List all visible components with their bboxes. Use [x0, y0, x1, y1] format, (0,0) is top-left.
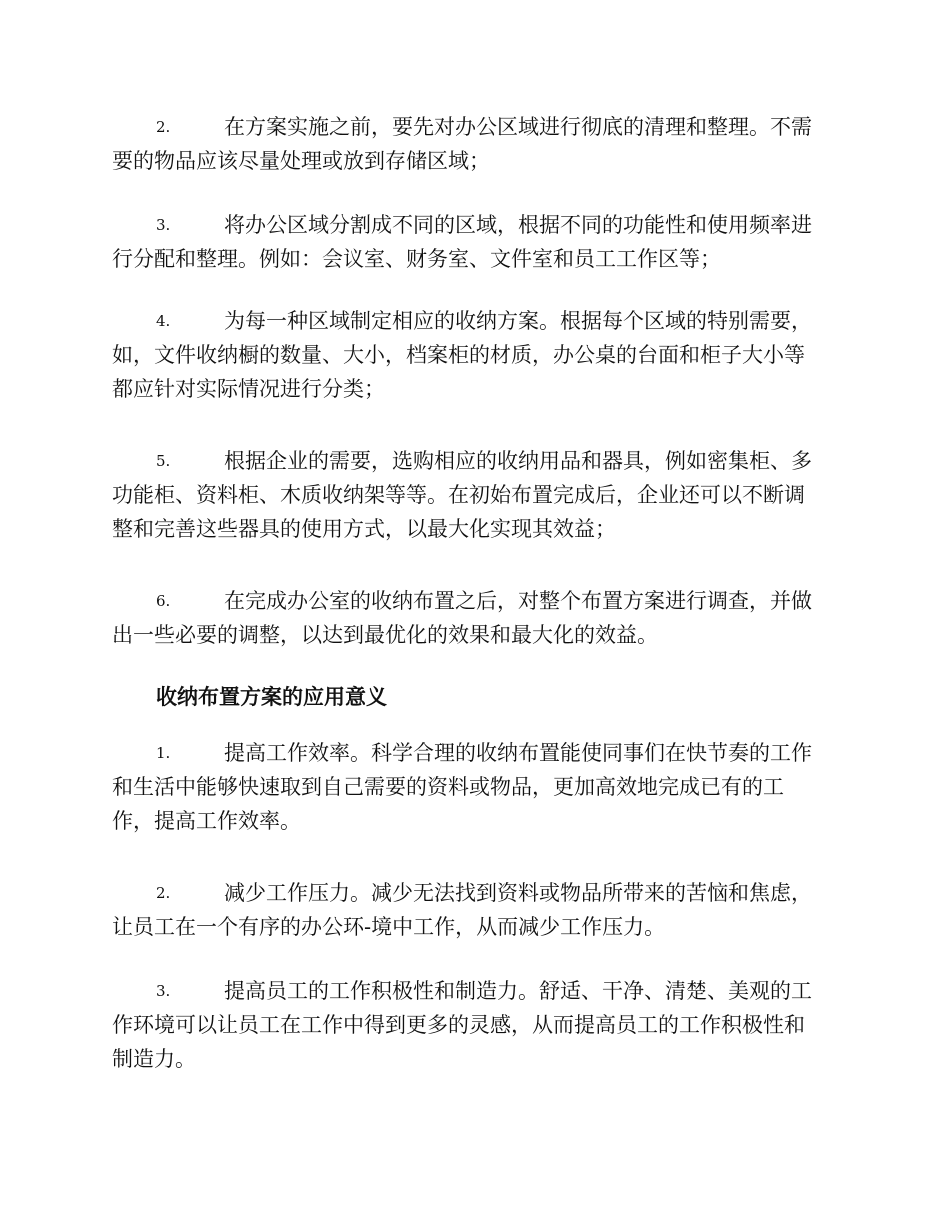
list-item-text: 在完成办公室的收纳布置之后，对整个布置方案进行调查，并做 — [224, 589, 812, 613]
list-item-line — [112, 876, 832, 910]
list-item-line — [112, 444, 832, 478]
list-item-line — [112, 1042, 832, 1076]
list-item-number: 3. — [156, 216, 171, 234]
section-heading: 收纳布置方案的应用意义 — [156, 684, 387, 709]
list-item-text: 制造力。 — [112, 1047, 196, 1071]
list-item-line — [112, 974, 832, 1008]
list-item — [112, 974, 832, 1076]
list-item-text: 出一些必要的调整，以达到最优化的效果和最大化的效益。 — [112, 623, 658, 647]
list-item-text: 将办公区域分割成不同的区域，根据不同的功能性和使用频率进 — [224, 213, 812, 237]
list-item-line — [112, 1008, 832, 1042]
list-item-text: 行分配和整理。例如：会议室、财务室、文件室和员工工作区等； — [112, 247, 721, 271]
list-item — [112, 736, 832, 838]
list-item-text: 作环境可以让员工在工作中得到更多的灵感，从而提高员工的工作积极性和 — [112, 1013, 805, 1037]
list-item-number: 5. — [156, 452, 171, 470]
list-item-number: 2. — [156, 118, 171, 136]
list-item-line — [112, 242, 832, 276]
list-item-line — [112, 478, 832, 512]
list-item — [112, 208, 832, 276]
list-item-number: 2. — [156, 884, 171, 902]
list-item-text: 根据企业的需要，选购相应的收纳用品和器具，例如密集柜、多 — [224, 449, 812, 473]
list-item-line — [112, 618, 832, 652]
list-item-text: 减少工作压力。减少无法找到资料或物品所带来的苦恼和焦虑， — [224, 881, 812, 905]
list-item-text: 都应针对实际情况进行分类； — [112, 377, 385, 401]
list-item-line — [112, 910, 832, 944]
list-item-line — [112, 110, 832, 144]
list-item-number: 4. — [156, 312, 171, 330]
list-item-line — [112, 512, 832, 546]
list-item — [112, 584, 832, 652]
list-item-text: 和生活中能够快速取到自己需要的资料或物品，更加高效地完成已有的工 — [112, 775, 784, 799]
list-item-text: 功能柜、资料柜、木质收纳架等等。在初始布置完成后，企业还可以不断调 — [112, 483, 805, 507]
list-item — [112, 444, 832, 546]
list-item-line — [112, 304, 832, 338]
list-item-line — [112, 372, 832, 406]
list-item-line — [112, 144, 832, 178]
list-item — [112, 876, 832, 944]
list-item-text: 提高员工的工作积极性和制造力。舒适、干净、清楚、美观的工 — [224, 979, 812, 1003]
list-item-number: 3. — [156, 982, 171, 1000]
list-item — [112, 304, 832, 406]
list-item-text: 提高工作效率。科学合理的收纳布置能使同事们在快节奏的工作 — [224, 741, 812, 765]
list-item-text: 整和完善这些器具的使用方式，以最大化实现其效益； — [112, 517, 616, 541]
list-item-line — [112, 736, 832, 770]
list-item-text: 作，提高工作效率。 — [112, 809, 301, 833]
list-item-text: 要的物品应该尽量处理或放到存储区域； — [112, 149, 490, 173]
list-item-text: 如，文件收纳橱的数量、大小，档案柜的材质，办公桌的台面和柜子大小等 — [112, 343, 805, 367]
list-item-line — [112, 208, 832, 242]
list-item-line — [112, 584, 832, 618]
list-item — [112, 110, 832, 178]
list-item-number: 1. — [156, 744, 171, 762]
list-item-text: 为每一种区域制定相应的收纳方案。根据每个区域的特别需要， — [224, 309, 812, 333]
list-item-line — [112, 338, 832, 372]
list-item-number: 6. — [156, 592, 171, 610]
list-item-text: 在方案实施之前，要先对办公区域进行彻底的清理和整理。不需 — [224, 115, 812, 139]
list-item-line — [112, 804, 832, 838]
list-item-text: 让员工在一个有序的办公环-境中工作，从而减少工作压力。 — [112, 915, 666, 939]
list-item-line — [112, 770, 832, 804]
